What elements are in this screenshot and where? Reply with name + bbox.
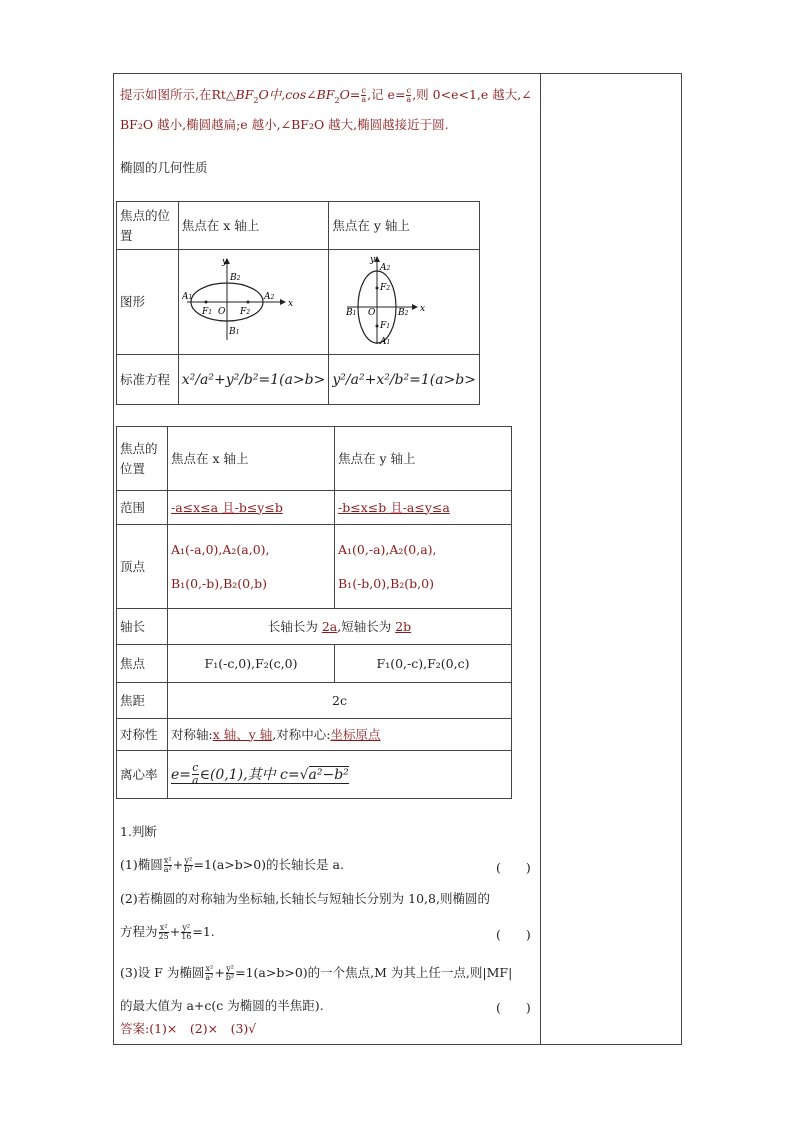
vertex-label: 顶点 [117, 525, 168, 609]
question-1: (1)椭圆 $\frac{\text{x²}}{\text{a²}}$ + $\frac{\text{y²}}{\text{b²}}$ =1(a>b>0)的长轴长是 a. [120, 856, 344, 874]
ellipse-y-figure [329, 250, 480, 355]
svg-text:A2: A2 [380, 263, 391, 273]
focus-label: 焦点 [117, 645, 168, 683]
equation-x: x²/a²+y²/b²=1(a>b> [178, 355, 329, 405]
focal-distance-label: 焦距 [117, 683, 168, 719]
ellipse-properties-table [116, 426, 512, 799]
svg-text:x: x [420, 304, 426, 314]
range-label: 范围 [117, 491, 168, 525]
svg-text:F2: F2 [239, 307, 250, 317]
t2-header-y: 焦点在 y 轴上 [335, 427, 512, 491]
svg-text:F1: F1 [201, 307, 212, 317]
equation-y: y²/a²+x²/b²=1(a>b> [329, 355, 480, 405]
svg-text:A2: A2 [263, 292, 275, 302]
answer-paren-1[interactable]: ( ) [496, 860, 531, 875]
svg-text:x: x [287, 299, 293, 309]
svg-text:O: O [217, 307, 226, 317]
focus-x: F₁(-c,0),F₂(c,0) [168, 645, 335, 683]
focal-distance: 2c [168, 683, 512, 719]
hint-line-2: BF₂O 越小,椭圆越扁;e 越小,∠BF₂O 越大,椭圆越接近于圆. [120, 117, 449, 132]
svg-text:B2: B2 [398, 308, 409, 318]
ellipse-x-figure [178, 250, 329, 355]
answer-paren-2[interactable]: ( ) [496, 927, 531, 942]
ellipse-graph-table [116, 201, 480, 405]
eccentricity-label: 离心率 [117, 751, 168, 799]
t2-header-position: 焦点的位置 [117, 427, 168, 491]
t2-header-x: 焦点在 x 轴上 [168, 427, 335, 491]
svg-text:B2: B2 [229, 273, 241, 283]
vertex-x: A₁(-a,0),A₂(a,0), B₁(0,-b),B₂(0,b) [168, 525, 335, 609]
question-3-line-2: 的最大值为 a+c(c 为椭圆的半焦距). [120, 998, 324, 1013]
t1-header-position: 焦点的位置 [117, 202, 179, 250]
range-y: -b≤x≤b 且-a≤y≤a [335, 491, 512, 525]
t1-graph-label: 图形 [117, 250, 179, 355]
exercise-title: 1.判断 [120, 824, 157, 839]
t1-header-y: 焦点在 y 轴上 [329, 202, 480, 250]
symmetry-label: 对称性 [117, 719, 168, 751]
section-title: 椭圆的几何性质 [120, 160, 208, 175]
svg-text:F2: F2 [380, 283, 391, 293]
axis-length: 长轴长为 2a,短轴长为 2b [168, 609, 512, 645]
svg-text:O: O [368, 308, 376, 318]
column-divider [540, 73, 541, 1045]
range-x: -a≤x≤a 且-b≤y≤b [168, 491, 335, 525]
axis-length-label: 轴长 [117, 609, 168, 645]
symmetry: 对称轴:x 轴、y 轴,对称中心:坐标原点 [168, 719, 512, 751]
question-2-line-2: 方程为 $\frac{\text{x²}}{25}$ + $\frac{\text{y²}}{16}$ =1. [120, 923, 215, 941]
svg-text:F1: F1 [380, 321, 391, 331]
question-3-line-1: (3)设 F 为椭圆 $\frac{\text{x²}}{\text{a²}}$ + $\frac{\text{y²}}{\text{b²}}$ =1(a>b>0)的一个焦点,M 为其上任一点,则|MF| [120, 964, 513, 982]
t1-equation-label: 标准方程 [117, 355, 179, 405]
focus-y: F₁(0,-c),F₂(0,c) [335, 645, 512, 683]
svg-text:A1: A1 [380, 337, 391, 346]
t1-header-x: 焦点在 x 轴上 [178, 202, 329, 250]
answer-paren-3[interactable]: ( ) [496, 1000, 531, 1015]
svg-text:B1: B1 [346, 308, 357, 318]
svg-text:A1: A1 [181, 292, 193, 302]
question-2-line-1: (2)若椭圆的对称轴为坐标轴,长轴长与短轴长分别为 10,8,则椭圆的 [120, 891, 490, 906]
svg-text:y: y [370, 255, 376, 265]
svg-text:y: y [221, 257, 227, 267]
svg-text:B1: B1 [228, 327, 240, 337]
vertex-y: A₁(0,-a),A₂(0,a), B₁(-b,0),B₂(b,0) [335, 525, 512, 609]
eccentricity: e= $\frac{c}{a}$ ∈(0,1),其中 c=√a²−b² [168, 751, 512, 799]
answer-line: 答案:(1)× (2)× (3)√ [120, 1021, 257, 1036]
hint-line-1: 提示如图所示,在$Rt\triangle BF_2O$中$,\cos\angle BF_2O=$ $\frac{c}{a}$ ,记 e= $\frac{c}{a}$ ,则 0<e<1,e 越大,∠ [120, 86, 532, 105]
